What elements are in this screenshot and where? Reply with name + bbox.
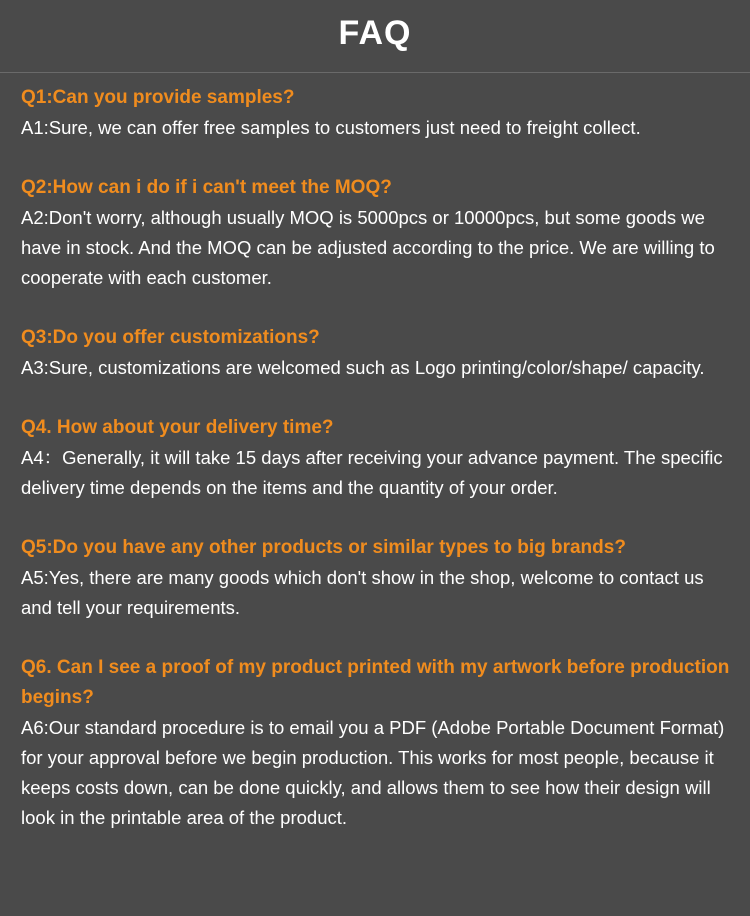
faq-item-5: [21, 533, 736, 623]
faq-question-2: Q2:How can i do if i can't meet the MOQ?: [21, 177, 392, 198]
faq-answer-1: A1:Sure, we can offer free samples to customers just need to freight collect.: [21, 117, 641, 138]
faq-answer-4: A4：Generally, it will take 15 days after receiving your advance payment. The specific delivery time depends on the items and the quantity of your order.: [21, 447, 723, 498]
faq-item-2: [21, 173, 736, 293]
faq-question-6: Q6. Can I see a proof of my product printed with my artwork before production begins?: [21, 657, 730, 708]
page-title: FAQ: [338, 14, 412, 52]
faq-question-5: Q5:Do you have any other products or similar types to big brands?: [21, 537, 626, 558]
faq-answer-2: A2:Don't worry, although usually MOQ is 5000pcs or 10000pcs, but some goods we have in stock. And the MOQ can be adjusted according to the price. We are willing to cooperate with each customer.: [21, 207, 715, 288]
faq-list: [21, 83, 736, 863]
title-divider: [0, 72, 750, 73]
faq-question-3: Q3:Do you offer customizations?: [21, 327, 320, 348]
faq-item-6: [21, 653, 736, 833]
faq-answer-6: A6:Our standard procedure is to email you a PDF (Adobe Portable Document Format) for your approval before we begin production. This works for most people, because it keeps costs down, can be done quickly, and allows them to see how their design will look in the printable area of the product.: [21, 717, 725, 828]
faq-question-4: Q4. How about your delivery time?: [21, 417, 334, 438]
faq-answer-5: A5:Yes, there are many goods which don't show in the shop, welcome to contact us and tell your requirements.: [21, 567, 704, 618]
faq-item-4: [21, 413, 736, 503]
faq-answer-3: A3:Sure, customizations are welcomed such as Logo printing/color/shape/ capacity.: [21, 357, 705, 378]
faq-item-1: [21, 83, 736, 143]
faq-item-3: [21, 323, 736, 383]
faq-question-1: Q1:Can you provide samples?: [21, 87, 295, 108]
